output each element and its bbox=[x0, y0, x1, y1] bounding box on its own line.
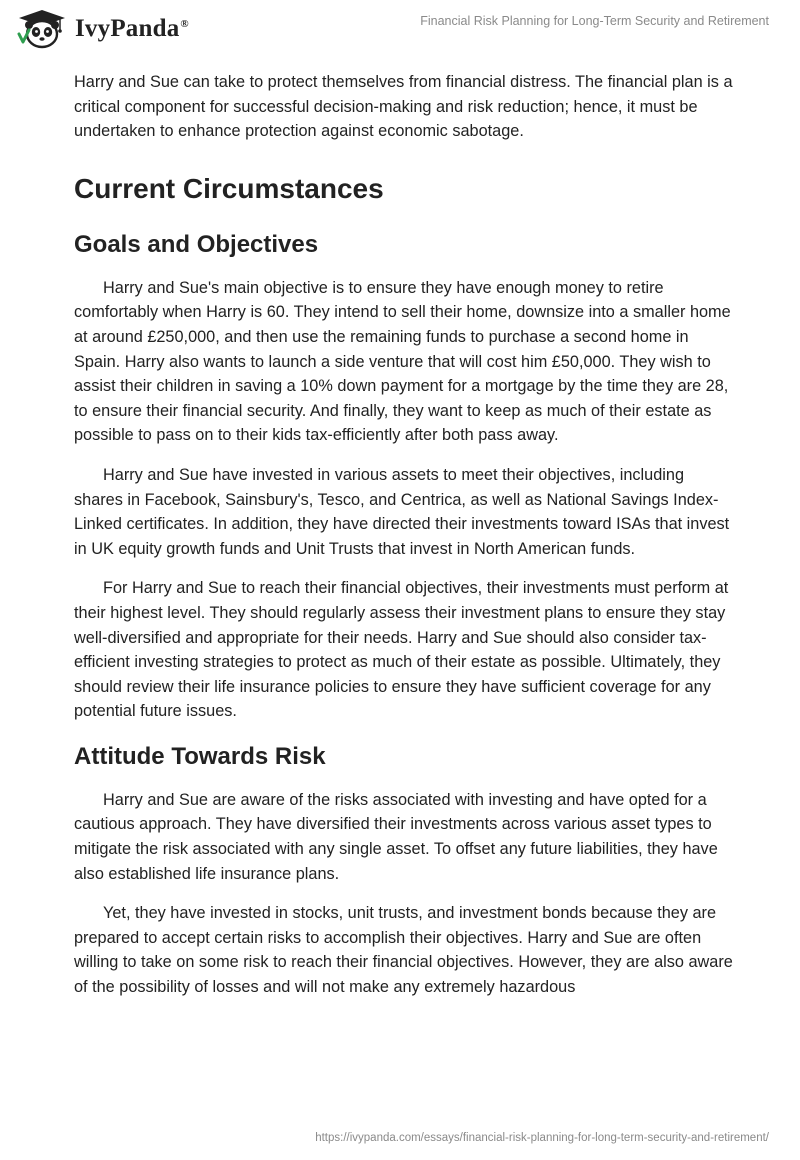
subsection-heading-risk: Attitude Towards Risk bbox=[74, 742, 326, 770]
ivypanda-logo[interactable] bbox=[15, 8, 189, 50]
intro-paragraph: Harry and Sue can take to protect themselves from financial distress. The financial plan is a critical component for successful decision-making and risk reduction; hence, it must be undertaken to enhance protection against economic sabotage. bbox=[74, 73, 733, 141]
paragraph: For Harry and Sue to reach their financial objectives, their investments must perform at their highest level. They should regularly assess their investment plans to ensure they stay well-diversified and appropriate for their needs. Harry and Sue should also consider tax-efficient investing strategies to protect as much of their estate as possible. Ultimately, they should review their life insurance policies to ensure they have sufficient coverage for any potential future issues. bbox=[74, 579, 729, 721]
paragraph: Yet, they have invested in stocks, unit trusts, and investment bonds because they are prepared to accept certain risks to accomplish their objectives. Harry and Sue are often willing to take on some risk to reach their financial objectives. However, they are also aware of the possibility of losses and will not make any extremely hazardous bbox=[74, 904, 733, 997]
section-title: Current Circumstances bbox=[74, 172, 384, 204]
panda-graduate-icon bbox=[15, 8, 69, 50]
subsection-heading-goals: Goals and Objectives bbox=[74, 230, 319, 258]
source-url[interactable]: https://ivypanda.com/essays/financial-risk-planning-for-long-term-security-and-retirement/ bbox=[315, 1132, 769, 1144]
paragraph: Harry and Sue's main objective is to ensure they have enough money to retire comfortably when Harry is 60. They intend to sell their home, downsize into a smaller home at around £250,000, and then use the remaining funds to purchase a second home in Spain. Harry also wants to launch a side venture that will cost him £50,000. They wish to assist their children in saving a 10% down payment for a mortgage by the time they are 28, to ensure their financial security. And finally, they want to keep as much of their estate as possible to pass on to their kids tax-efficiently after both pass away. bbox=[74, 278, 731, 445]
paragraph: Harry and Sue have invested in various assets to meet their objectives, including shares in Facebook, Sainsbury's, Tesco, and Centrica, as well as National Savings Index-Linked certificates. In addition, they have directed their investments toward ISAs that invest in UK equity growth funds and Unit Trusts that invest in North American funds. bbox=[74, 465, 730, 558]
running-title: Financial Risk Planning for Long-Term Security and Retirement bbox=[420, 14, 769, 28]
page-header bbox=[0, 0, 800, 68]
paragraph: Harry and Sue are aware of the risks associated with investing and have opted for a cautious approach. They have diversified their investments across various asset types to mitigate the risk associated with any single asset. To offset any future liabilities, they have also established life insurance plans. bbox=[74, 790, 718, 883]
logo-wordmark: IvyPanda® bbox=[75, 15, 189, 42]
essay-body bbox=[74, 70, 734, 1015]
